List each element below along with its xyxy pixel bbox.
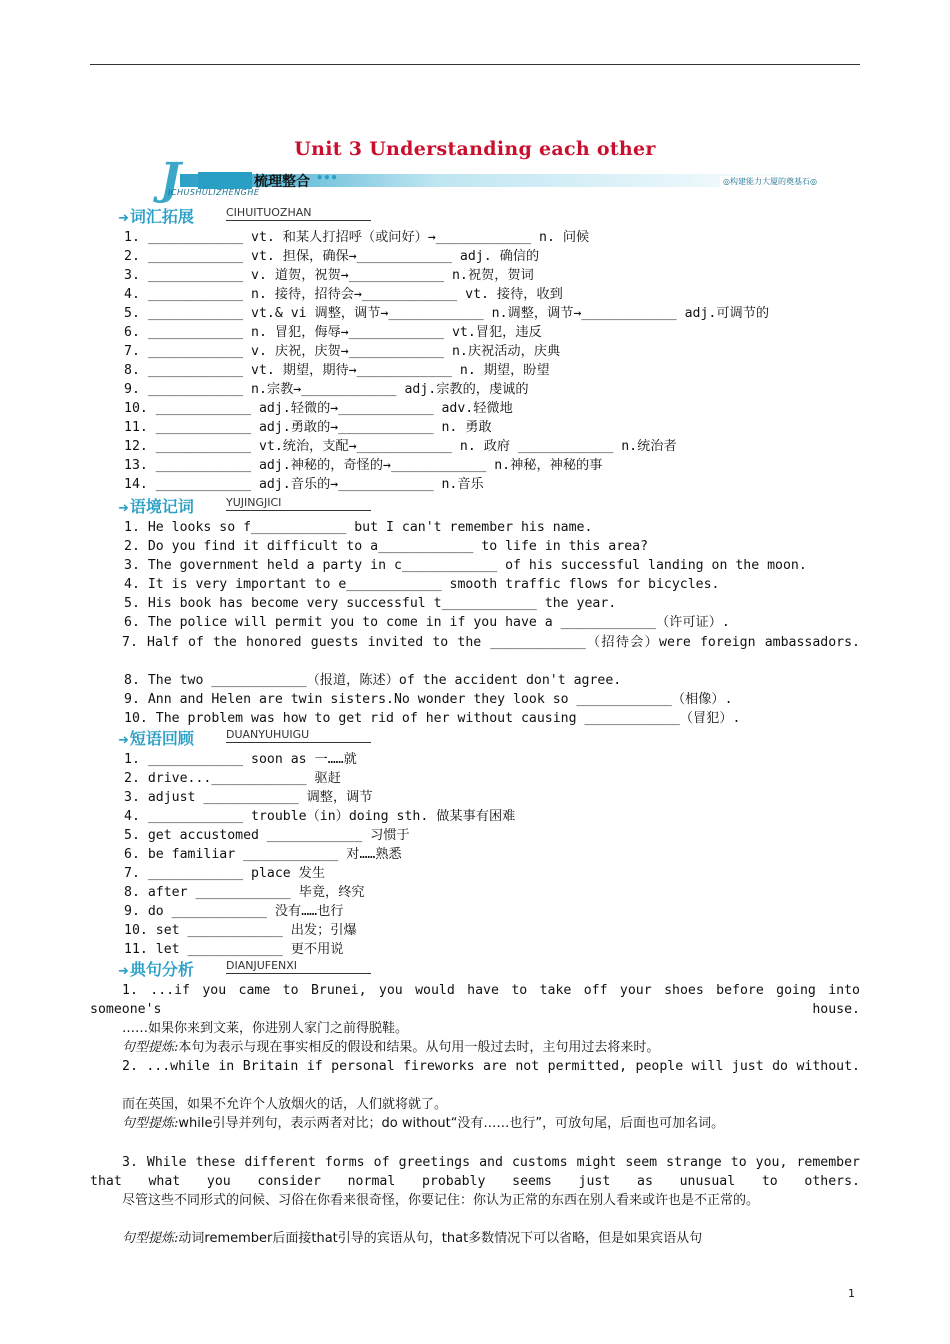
- vocab-line: 5. ____________ vt.& vi 调整，调节→____________ n.调整，调节→____________ adj.可调节的: [124, 306, 770, 321]
- phrase-line: 8. after ____________ 毕竟，终究: [124, 885, 365, 900]
- vocab-line: 14. ____________ adj.音乐的→____________ n.音乐: [124, 477, 484, 492]
- phrase-line: 10. set ____________ 出发；引爆: [124, 923, 357, 938]
- vocab-line: 4. ____________ n. 接待，招待会→____________ vt. 接待，收到: [124, 287, 563, 302]
- vocab-line: 2. ____________ vt. 担保，确保→____________ adj. 确信的: [124, 249, 540, 264]
- section-tag: [118, 726, 194, 749]
- sentence-note: [90, 1038, 860, 1057]
- sentence-english: [90, 1153, 860, 1191]
- vocab-line: 6. ____________ n. 冒犯，侮辱→____________ vt.冒犯，违反: [124, 325, 542, 340]
- section-banner: [120, 154, 828, 205]
- translation-text: ……如果你来到文莱，你进别人家门之前得脱鞋。: [122, 1021, 409, 1036]
- note-label: 句型提炼:: [122, 1231, 179, 1246]
- context-line: 5. His book has become very successful t____________ the year.: [124, 596, 617, 611]
- context-line: 7. Half of the honored guests invited to the ____________（招待会）were foreign ambassadors.: [122, 635, 860, 650]
- sentence-english: [90, 1057, 860, 1076]
- note-text: 动词remember后面接that引导的宾语从句，that多数情况下可以省略，但是如果宾语从句: [178, 1231, 703, 1246]
- phrase-line: 5. get accustomed ____________ 习惯于: [124, 828, 410, 843]
- sentence-translation: [90, 1019, 860, 1038]
- arrow-icon: ➜: [118, 211, 129, 226]
- arrow-icon: ➜: [118, 964, 129, 979]
- vocab-line: 1. ____________ vt. 和某人打招呼（或问好）→____________ n. 问候: [124, 230, 590, 245]
- vocab-line: 10. ____________ adj.轻微的→____________ adv.轻微地: [124, 401, 513, 416]
- context-line: 1. He looks so f____________ but I can't remember his name.: [124, 520, 593, 535]
- banner-motto: ◎构建能力大厦的奠基石◎: [720, 176, 820, 187]
- arrow-icon: ➜: [118, 733, 129, 748]
- banner-bars: [198, 172, 252, 189]
- sentence-note: [90, 1229, 860, 1248]
- vocab-line: 8. ____________ vt. 期望，期待→____________ n. 期望，盼望: [124, 363, 550, 378]
- translation-text: 而在英国，如果不允许个人放烟火的话，人们就将就了。: [122, 1097, 448, 1112]
- sentence-translation: [90, 1095, 860, 1114]
- section-tag: [118, 494, 194, 517]
- note-label: 句型提炼:: [122, 1116, 179, 1131]
- vocab-line: 13. ____________ adj.神秘的，奇怪的→____________ n.神秘，神秘的事: [124, 458, 603, 473]
- sentence-english: [90, 981, 860, 1019]
- sentence-note: [90, 1114, 860, 1133]
- phrase-line: 2. drive...____________ 驱赶: [124, 771, 341, 786]
- phrase-line: 9. do ____________ 没有……也行: [124, 904, 344, 919]
- banner-letter: J: [160, 154, 181, 205]
- section-tag-label: 典句分析: [129, 960, 194, 979]
- banner-heading: 梳理整合: [254, 174, 310, 190]
- context-line: 2. Do you find it difficult to a____________ to life in this area?: [124, 539, 649, 554]
- section-tag-label: 语境记词: [129, 497, 194, 516]
- vocab-line: 12. ____________ vt.统治，支配→____________ n. 政府 ____________ n.统治者: [124, 439, 677, 454]
- banner-dots: •••: [316, 171, 338, 185]
- phrase-line: 7. ____________ place 发生: [124, 866, 326, 881]
- vocab-line: 3. ____________ v. 道贺，祝贺→____________ n.祝贺，贺词: [124, 268, 534, 283]
- phrase-line: 3. adjust ____________ 调整，调节: [124, 790, 373, 805]
- sentence-text: 2. ...while in Britain if personal fireworks are not permitted, people will just do without.: [122, 1059, 860, 1074]
- context-line: 8. The two ____________（报道，陈述）of the accident don't agree.: [124, 673, 622, 688]
- vocab-line: 11. ____________ adj.勇敢的→____________ n. 勇敢: [124, 420, 492, 435]
- section-pinyin: CIHUITUOZHAN: [226, 206, 371, 221]
- sentence-text: 3. While these different forms of greetings and customs might seem strange to you, remember that what you consider normal probably seems just as unusual to others.: [90, 1155, 860, 1189]
- note-text: 本句为表示与现在事实相反的假设和结果。从句用一般过去时，主句用过去将来时。: [178, 1040, 660, 1055]
- vocab-line: 9. ____________ n.宗教→____________ adj.宗教的，虔诚的: [124, 382, 529, 397]
- phrase-line: 1. ____________ soon as 一……就: [124, 752, 357, 767]
- context-line: 10. The problem was how to get rid of her without causing ____________（冒犯）.: [124, 711, 741, 726]
- sentence-translation: [90, 1191, 860, 1210]
- section-tag-label: 短语回顾: [129, 729, 194, 748]
- context-paragraph: [90, 633, 860, 652]
- sentence-text: 1. ...if you came to Brunei, you would have to take off your shoes before going into someone's house.: [90, 983, 860, 1017]
- context-line: 4. It is very important to e____________ smooth traffic flows for bicycles.: [124, 577, 720, 592]
- phrase-line: 11. let ____________ 更不用说: [124, 942, 344, 957]
- phrase-line: 6. be familiar ____________ 对……熟悉: [124, 847, 402, 862]
- translation-text: 尽管这些不同形式的问候、习俗在你看来很奇怪，你要记住：你认为正常的东西在别人看来或许也是不正常的。: [122, 1193, 760, 1208]
- context-line: 3. The government held a party in c____________ of his successful landing on the moon.: [124, 558, 807, 573]
- section-pinyin: DUANYUHUIGU: [226, 728, 371, 743]
- page-number: 1: [848, 1287, 855, 1300]
- context-line: 9. Ann and Helen are twin sisters.No wonder they look so ____________（相像）.: [124, 692, 733, 707]
- context-line: 6. The police will permit you to come in if you have a ____________（许可证）.: [124, 615, 730, 630]
- page-title: Unit 3 Understanding each other: [294, 138, 656, 160]
- section-pinyin: DIANJUFENXI: [226, 959, 371, 974]
- section-tag: [118, 204, 194, 227]
- section-tag: [118, 957, 194, 980]
- note-label: 句型提炼:: [122, 1040, 179, 1055]
- vocab-line: 7. ____________ v. 庆祝，庆贺→____________ n.庆祝活动，庆典: [124, 344, 561, 359]
- section-tag-label: 词汇拓展: [129, 207, 194, 226]
- section-pinyin: YUJINGJICI: [226, 496, 371, 511]
- header-rule: [90, 64, 860, 65]
- banner-pinyin: ICHUSHULIZHENGHE: [168, 188, 260, 197]
- arrow-icon: ➜: [118, 501, 129, 516]
- phrase-line: 4. ____________ trouble（in）doing sth. 做某事有困难: [124, 809, 516, 824]
- note-text: while引导并列句，表示两者对比；do without“没有……也行”，可放句尾，后面也可加名词。: [178, 1116, 725, 1131]
